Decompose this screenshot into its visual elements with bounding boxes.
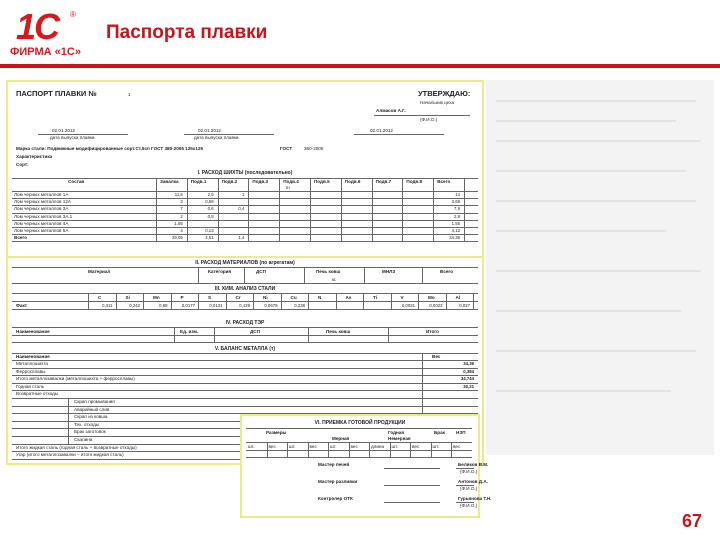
charge-col-header: Завалка	[160, 179, 179, 184]
acceptance-sub-header: вес	[309, 444, 317, 449]
passport-number: 1	[128, 92, 131, 97]
materials-col-header: Печь ковш	[316, 269, 341, 274]
balance-row-label: Аварийный слив	[74, 406, 110, 412]
chem-col-header: Mn	[153, 295, 160, 300]
signer-name: Гурьянова Т.Н.	[458, 496, 492, 501]
balance-row-label: Годная сталь	[16, 383, 45, 389]
acceptance-group-header: Годная	[388, 430, 405, 435]
balance-row-label: Скрап из ковша	[74, 414, 108, 420]
background-document	[486, 80, 714, 455]
charge-col-header: Подв.2	[221, 179, 238, 184]
section-3-title: III. ХИМ. АНАЛИЗ СТАЛИ	[214, 286, 276, 292]
charge-cell: 0,8	[207, 213, 214, 219]
section-2-title: II. РАСХОД МАТЕРИАЛОВ (по агрегатам)	[195, 260, 295, 266]
date-release: 02.01.2012	[198, 128, 221, 133]
chem-col-header: Ni	[263, 295, 268, 300]
charge-col-header: Подв.1	[190, 179, 207, 184]
materials-col-header: ДСП	[256, 269, 266, 274]
chem-col-header: C	[98, 295, 102, 300]
signer-fio: (Ф.И.О.)	[460, 469, 478, 474]
charge-col-header: Подв.6	[344, 179, 361, 184]
section-1-title: I. РАСХОД ШИХТЫ (последовательно)	[197, 170, 293, 176]
energy-col-header: Печь ковш	[326, 329, 351, 334]
balance-row-label: Тех. отходы	[74, 421, 100, 427]
acceptance-sub-header: вес	[350, 444, 358, 449]
logo-registered: ®	[70, 10, 76, 19]
chem-cell: 0,242	[129, 303, 140, 308]
acceptance-sub-header: вес	[268, 444, 276, 449]
signer-role: Мастер разливки	[318, 479, 358, 484]
chem-col-header: Ti	[373, 295, 377, 300]
passport-title: ПАСПОРТ ПЛАВКИ №	[16, 89, 97, 98]
balance-row-label: Итого жидкая сталь (годная сталь + возвратные отходы)	[16, 444, 137, 450]
signer-name: Беляков В.М.	[458, 462, 489, 467]
acceptance-sub-header: длина	[371, 444, 385, 449]
charge-cell: 7,9	[454, 206, 460, 212]
energy-col-header: Ед. изм.	[180, 329, 199, 334]
balance-row-label: Ферросплавы	[16, 368, 46, 374]
charge-row-label: Лом черных металлов 3А.1	[14, 213, 73, 219]
section-5-title: V. БАЛАНС МЕТАЛЛА (т)	[214, 346, 276, 352]
charge-cell: 2,5	[207, 192, 214, 197]
logo-mark: 1С	[16, 6, 59, 47]
balance-value: 30,21	[463, 383, 474, 389]
date-third: 02.01.2012	[370, 128, 393, 133]
balance-value: 34,36	[463, 361, 474, 366]
header-divider	[0, 64, 720, 68]
charge-cell: 1,4	[238, 235, 245, 241]
acceptance-group-header: НЗП	[456, 430, 466, 435]
charge-col-header: Подв.5	[314, 179, 330, 184]
charge-cell: 2,8	[454, 213, 460, 219]
logo-firma: ФИРМА «1С»	[10, 46, 81, 58]
signer-role: Мастер печей	[318, 462, 350, 467]
charge-cell: 34,36	[449, 235, 460, 241]
chem-col-header: Al	[455, 295, 461, 300]
chem-cell: 0,0177	[181, 303, 195, 308]
chem-row-label: Факт	[16, 303, 28, 308]
charge-cell: 3	[180, 199, 183, 205]
signer-name: Антонов Д.А.	[458, 479, 488, 484]
acceptance-group-header: Брак	[434, 430, 445, 435]
materials-col-header: МНЛЗ	[382, 269, 396, 274]
section-6-title: VI. ПРИЕМКА ГОТОВОЙ ПРОДУКЦИИ	[314, 420, 406, 426]
charge-cell: 1	[242, 192, 245, 197]
acceptance-sub-header: шт.	[248, 444, 255, 449]
balance-value-header: Вес	[432, 354, 441, 359]
charge-row-label: Всего	[14, 235, 28, 241]
chem-cell: 0,129	[239, 303, 250, 308]
balance-row-label: Скрап промывания	[74, 399, 115, 404]
date-start-label: дата выпуска плавки	[50, 135, 95, 140]
chem-cell: 0,027	[459, 303, 470, 308]
date-start: 02.01.2012	[52, 128, 75, 133]
charge-cell: 4,51	[205, 235, 214, 241]
charge-row-label: Лом черных металлов 3А	[14, 206, 69, 212]
charge-col-header: Подв.8	[406, 179, 423, 184]
balance-row-label: Итого металлозавалки (металлошихта + ферросплавы)	[16, 376, 135, 382]
chem-cell: 0,238	[294, 303, 305, 308]
charge-cell: 0,4	[238, 206, 245, 212]
balance-value: 0,384	[463, 368, 474, 374]
energy-col-header: Наименование	[16, 329, 50, 334]
materials-col-header: Материал	[88, 269, 111, 274]
energy-col-header: ДСП	[250, 329, 260, 334]
acceptance-sub-header: вес	[453, 444, 461, 449]
1c-logo	[10, 6, 90, 62]
chem-cell: 0,68	[159, 303, 168, 308]
charge-col-header: Подв.3	[252, 179, 269, 184]
chem-col-header: S	[208, 295, 212, 300]
balance-name-header: Наименование	[16, 354, 50, 359]
approve-label: УТВЕРЖДАЮ:	[418, 89, 471, 98]
charge-cell: 0,13	[205, 228, 214, 233]
gost-label: ГОСТ	[280, 146, 293, 151]
charge-row-label: Лом черных металлов 1А	[14, 192, 69, 197]
approver-fio: (Ф.И.О.)	[420, 117, 438, 122]
chem-col-header: Cu	[290, 295, 297, 300]
charge-cell: 3,68	[451, 199, 460, 205]
charge-row-label: Лом черных металлов 12А	[14, 199, 71, 205]
charge-cell: 1,55	[451, 220, 460, 226]
chem-cell: 0,0679	[264, 303, 278, 308]
acceptance-sub-header: шт.	[330, 444, 337, 449]
acceptance-slip	[240, 414, 492, 518]
chem-col-header: N	[318, 295, 322, 300]
charge-col-header: Всего	[437, 179, 451, 184]
signer-role: Контролер ОТК	[318, 496, 353, 501]
charge-cell: 14	[455, 192, 460, 197]
charge-cell: 1,55	[174, 220, 183, 226]
charge-cell: 29,05	[172, 235, 183, 241]
chem-cell: 0,0021	[401, 303, 415, 308]
approver-name: Алмасов А.Г.	[376, 108, 406, 113]
balance-row-label: Скалина	[74, 437, 93, 442]
chem-col-header: P	[180, 295, 184, 300]
chem-col-header: Cr	[235, 295, 241, 300]
chem-col-header: As	[345, 295, 352, 300]
charge-unit: тн	[285, 185, 290, 190]
balance-row-label: Угар (итого металлозавалки – итого жидкая сталь)	[16, 452, 124, 458]
charge-cell: 2	[180, 213, 183, 219]
section-4-title: IV. РАСХОД ТЭР	[225, 320, 265, 326]
charge-cell: 0,68	[205, 199, 214, 205]
acceptance-group-header: Размеры	[266, 430, 287, 435]
acceptance-sub-header: вес	[412, 444, 420, 449]
acceptance-sub-header: шт.	[432, 444, 440, 449]
charge-col-header: Подв.7	[375, 179, 392, 184]
acceptance-group-header: Немерная	[388, 436, 411, 441]
charge-cell: 0,6	[207, 206, 214, 212]
steel-grade: Марка стали: Подвижные модифицированные сорт.Ст.5сп ГОСТ 380-2005 125х125	[16, 146, 204, 151]
slide-header	[0, 0, 720, 68]
materials-unit: кг.	[332, 277, 337, 282]
acceptance-sub-header: шт.	[391, 444, 399, 449]
charge-col-header: Подв.4	[283, 179, 299, 184]
signer-fio: (Ф.И.О.)	[460, 486, 478, 491]
charge-row-label: Лом черных металлов 5А	[14, 228, 69, 233]
signer-fio: (Ф.И.О.)	[460, 503, 478, 508]
charge-cell: 11,5	[174, 192, 183, 197]
balance-row-label: Возвратные отходы	[16, 391, 59, 397]
characteristic-label: Характеристика	[16, 154, 53, 159]
date-release-label: дата выпуска плавки	[194, 135, 239, 140]
energy-col-header: Итого	[426, 329, 439, 334]
chem-cell: 0,0023	[429, 303, 443, 308]
acceptance-sub-header: шт.	[289, 444, 296, 449]
balance-row-label: Брак заготовок	[74, 429, 106, 435]
chem-col-header: V	[400, 295, 404, 300]
balance-value: 34,744	[460, 376, 474, 382]
chem-col-header: Si	[125, 295, 130, 300]
slide-title: Паспорта плавки	[106, 22, 268, 43]
acceptance-group-header: Мерная	[332, 436, 350, 441]
charge-cell: 7	[180, 206, 183, 212]
chem-cell: 0,0131	[209, 303, 223, 308]
charge-row-label: Лом черных металлов 4А	[14, 220, 69, 226]
gost-value: 380-2005	[304, 146, 324, 151]
chem-col-header: Mo	[428, 295, 435, 300]
sort-label: Сорт:	[16, 162, 29, 167]
chem-cell: 0,311	[102, 303, 113, 308]
charge-cell: 4	[180, 228, 183, 233]
approver-position: Начальник цеха	[420, 100, 455, 105]
charge-cell: 4,13	[451, 228, 460, 233]
materials-col-header: Категория	[208, 269, 232, 274]
materials-col-header: Всего	[440, 269, 454, 274]
page-number: 67	[681, 511, 702, 531]
balance-row-label: Металлошихта	[16, 361, 48, 366]
charge-col-header: Состав	[68, 179, 85, 184]
